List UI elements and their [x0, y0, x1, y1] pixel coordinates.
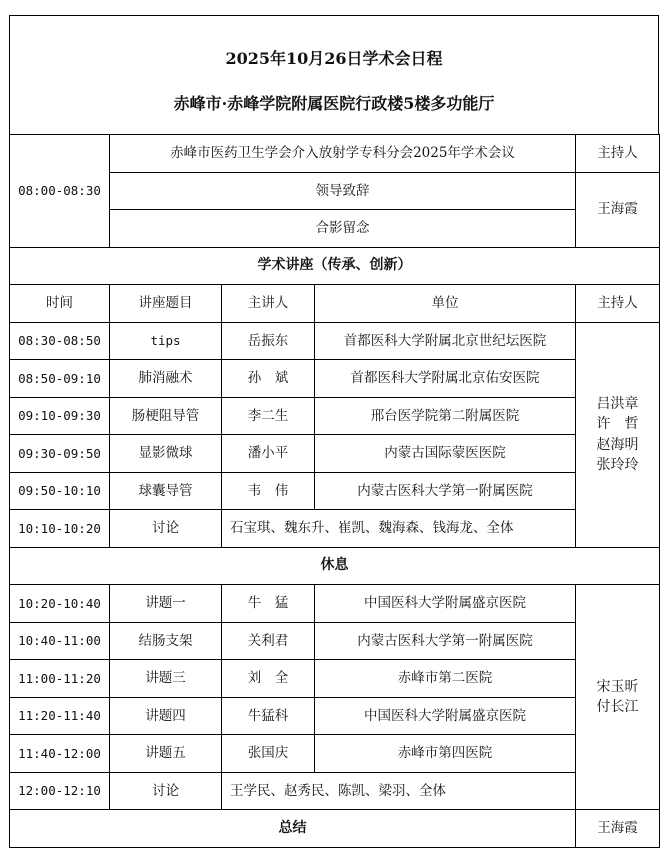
lecture-topic: 讲题三: [110, 660, 222, 698]
summary-host: 王海霞: [576, 810, 660, 848]
lecture-topic: 讲题四: [110, 697, 222, 735]
host-name: 宋玉昕: [596, 678, 639, 695]
lecture-unit: 邢台医学院第二附属医院: [315, 397, 576, 435]
lecture-row: [10, 660, 660, 698]
meeting-name: 赤峰市医药卫生学会介入放射学专科分会2025年学术会议: [110, 135, 576, 173]
lecture-row: [10, 322, 660, 360]
lecture-unit: 首都医科大学附属北京佑安医院: [315, 360, 576, 398]
opening-item: 领导致辞: [110, 172, 576, 210]
host-name: 赵海明: [596, 436, 639, 453]
lecture-row: [10, 697, 660, 735]
schedule-sheet: [9, 15, 659, 848]
lecture-unit: 内蒙古国际蒙医医院: [315, 435, 576, 473]
lecture-speaker: 关利君: [222, 622, 315, 660]
lecture-row: [10, 622, 660, 660]
column-header-time: 时间: [10, 285, 110, 323]
column-header-topic: 讲座题目: [110, 285, 222, 323]
schedule-header: [9, 15, 659, 134]
column-header-host: 主持人: [576, 285, 660, 323]
lecture-time: 09:10-09:30: [10, 397, 110, 435]
host-name: 许 哲: [596, 416, 639, 433]
lecture-speaker: 岳振东: [222, 322, 315, 360]
lecture-speaker: 潘小平: [222, 435, 315, 473]
lecture-row: [10, 735, 660, 773]
lecture-row: [10, 360, 660, 398]
lecture-unit: 中国医科大学附属盛京医院: [315, 585, 576, 623]
lecture-topic: 显影微球: [110, 435, 222, 473]
lecture-topic: 肠梗阻导管: [110, 397, 222, 435]
lecture-time: 08:30-08:50: [10, 322, 110, 360]
lecture-topic: 球囊导管: [110, 472, 222, 510]
opening-host: 王海霞: [576, 172, 660, 247]
discussion-label: 讨论: [110, 772, 222, 810]
lecture-speaker: 李二生: [222, 397, 315, 435]
lecture-time: 09:50-10:10: [10, 472, 110, 510]
column-header-unit: 单位: [315, 285, 576, 323]
lecture-time: 09:30-09:50: [10, 435, 110, 473]
lecture-topic: 肺消融术: [110, 360, 222, 398]
lecture-time: 10:20-10:40: [10, 585, 110, 623]
section2-hosts: [576, 585, 660, 810]
schedule-venue: 赤峰市·赤峰学院附属医院行政楼5楼多功能厅: [173, 94, 495, 113]
lecture-topic: 讲题一: [110, 585, 222, 623]
lecture-time: 08:50-09:10: [10, 360, 110, 398]
schedule-date-title: 2025年10月26日学术会日程: [225, 49, 443, 68]
lecture-row: [10, 397, 660, 435]
lecture-speaker: 孙 斌: [222, 360, 315, 398]
lecture-time: 11:20-11:40: [10, 697, 110, 735]
discussion-participants: 王学民、赵秀民、陈凯、梁羽、全体: [222, 772, 576, 810]
schedule-table: [9, 134, 660, 848]
lecture-speaker: 刘 全: [222, 660, 315, 698]
lecture-speaker: 韦 伟: [222, 472, 315, 510]
summary-row: [10, 810, 660, 848]
discussion-participants: 石宝琪、魏东升、崔凯、魏海森、钱海龙、全体: [222, 510, 576, 548]
lecture-unit: 赤峰市第四医院: [315, 735, 576, 773]
section-title-row: [10, 247, 660, 285]
lecture-speaker: 张国庆: [222, 735, 315, 773]
column-header-row: [10, 285, 660, 323]
host-name: 付长江: [596, 699, 639, 715]
opening-row: [10, 135, 660, 173]
discussion-time: 12:00-12:10: [10, 772, 110, 810]
lecture-unit: 首都医科大学附属北京世纪坛医院: [315, 322, 576, 360]
host-name: 吕洪章: [596, 395, 639, 412]
lecture-speaker: 牛 猛: [222, 585, 315, 623]
lecture-topic: 讲题五: [110, 735, 222, 773]
column-header-speaker: 主讲人: [222, 285, 315, 323]
lecture-topic: 结肠支架: [110, 622, 222, 660]
discussion-label: 讨论: [110, 510, 222, 548]
lecture-speaker: 牛猛科: [222, 697, 315, 735]
opening-host-label: 主持人: [576, 135, 660, 173]
section1-hosts: [576, 322, 660, 547]
opening-item: 合影留念: [110, 210, 576, 248]
lecture-row: [10, 585, 660, 623]
section-title: 学术讲座（传承、创新）: [10, 247, 660, 285]
discussion-row: [10, 772, 660, 810]
lecture-unit: 内蒙古医科大学第一附属医院: [315, 622, 576, 660]
host-name: 张玲玲: [596, 456, 639, 473]
lecture-unit: 中国医科大学附属盛京医院: [315, 697, 576, 735]
break-label: 休息: [10, 547, 660, 585]
lecture-unit: 赤峰市第二医院: [315, 660, 576, 698]
break-row: [10, 547, 660, 585]
lecture-time: 10:40-11:00: [10, 622, 110, 660]
lecture-time: 11:40-12:00: [10, 735, 110, 773]
summary-label: 总结: [10, 810, 576, 848]
lecture-time: 11:00-11:20: [10, 660, 110, 698]
lecture-row: [10, 435, 660, 473]
discussion-time: 10:10-10:20: [10, 510, 110, 548]
lecture-topic: tips: [110, 322, 222, 360]
lecture-unit: 内蒙古医科大学第一附属医院: [315, 472, 576, 510]
opening-time: 08:00-08:30: [10, 135, 110, 248]
discussion-row: [10, 510, 660, 548]
lecture-row: [10, 472, 660, 510]
